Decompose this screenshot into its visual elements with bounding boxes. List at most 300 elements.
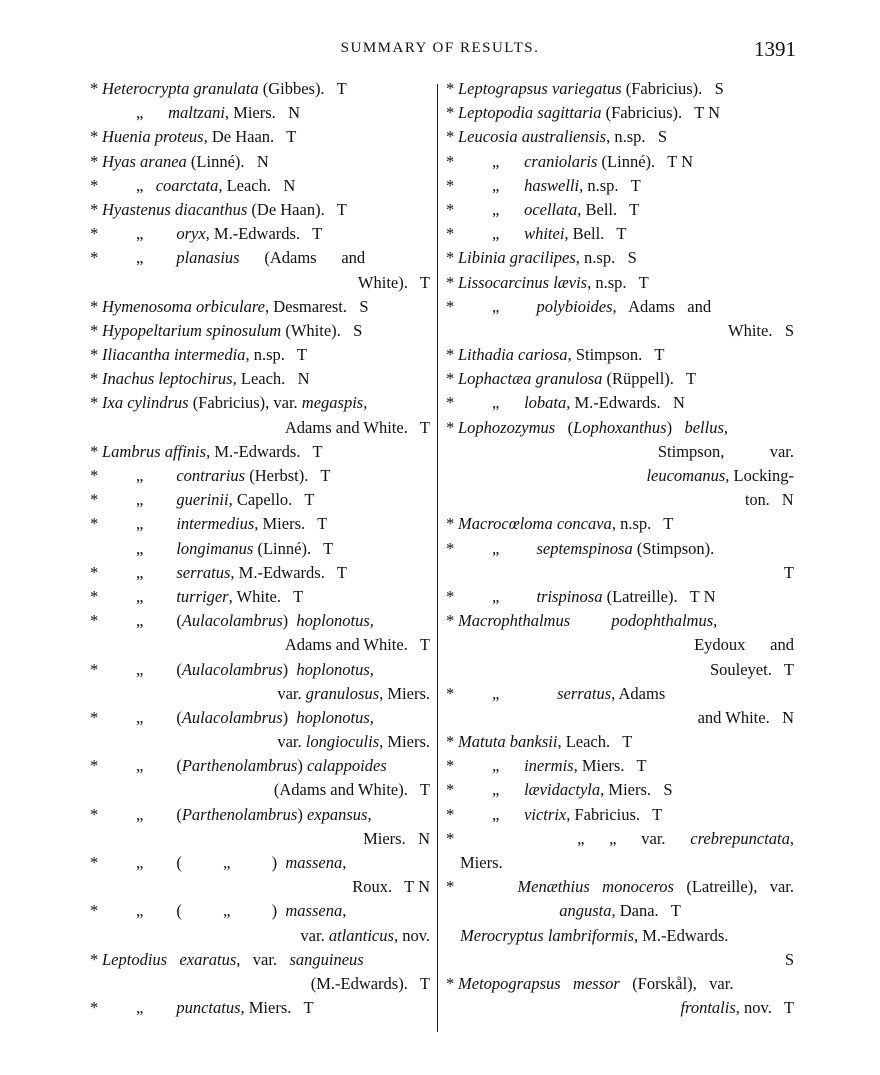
entry-line [446, 996, 794, 1020]
entry-fragment [570, 611, 611, 630]
asterisk-mark: * [90, 441, 99, 461]
entry-fragment: , Fabricius. T [566, 804, 663, 824]
asterisk-mark: * [90, 562, 99, 582]
entry-fragment: „ [492, 199, 525, 219]
entry-fragment: „ ( [136, 707, 182, 727]
italic-name: monoceros [602, 877, 674, 897]
entry-line [446, 271, 794, 295]
asterisk-mark: * [446, 973, 455, 993]
entry-fragment: , n.sp. T [611, 514, 674, 534]
asterisk-mark: * [90, 949, 99, 969]
asterisk-mark: * [90, 345, 99, 365]
entry-text [285, 416, 430, 440]
entry-text [458, 77, 724, 101]
entry-line [446, 319, 794, 343]
entry-fragment: Eydoux and [694, 635, 794, 655]
entry-fragment: , Miers. [379, 732, 430, 752]
entry-fragment: ) [297, 804, 307, 824]
asterisk-mark: * [90, 248, 99, 268]
italic-name: bellus [684, 417, 724, 437]
entry-line [90, 512, 430, 536]
running-header-title: SUMMARY OF RESULTS. [340, 40, 540, 56]
entry-line [90, 319, 430, 343]
entry-fragment: , Stimpson. T [567, 345, 665, 365]
entry-line [90, 367, 430, 391]
entry-fragment: „ [136, 562, 177, 582]
entry-fragment: „ [136, 224, 177, 244]
entry-text [136, 246, 365, 270]
entry-fragment: „ [492, 683, 558, 703]
entry-fragment: , var. [236, 949, 290, 969]
italic-name: Leptopodia sagittaria [458, 103, 602, 123]
entry-line [446, 416, 794, 440]
entry-fragment: Souleyet. T [709, 659, 794, 679]
entry-fragment: White. S [728, 320, 794, 340]
entry-fragment: „ [136, 514, 177, 534]
entry-text [658, 440, 794, 464]
entry-text [136, 706, 374, 730]
entry-text [577, 827, 794, 851]
italic-name: longioculis [305, 732, 380, 752]
entry-fragment: , Capello. T [228, 490, 315, 510]
italic-name: podophthalmus [611, 611, 714, 631]
italic-name: Lophactæa granulosa [458, 369, 603, 389]
entry-fragment: (Linné). T [253, 538, 334, 558]
entry-line [446, 537, 794, 561]
asterisk-mark: * [90, 199, 99, 219]
italic-name: Hypopeltarium spinosulum [102, 320, 282, 340]
asterisk-mark: * [446, 683, 455, 703]
entry-text [136, 222, 322, 246]
asterisk-mark: * [446, 417, 455, 437]
entry-text [102, 295, 369, 319]
asterisk-mark: * [90, 79, 99, 98]
entry-text [136, 609, 374, 633]
italic-name: Macrophthalmus [458, 611, 571, 631]
asterisk-mark: * [90, 127, 99, 147]
italic-name: guerinii [176, 490, 229, 510]
asterisk-mark: * [90, 756, 99, 776]
italic-name: oryx [176, 224, 206, 244]
entry-line [446, 367, 794, 391]
entry-line [446, 512, 794, 536]
asterisk-mark: * [446, 828, 455, 848]
entry-line [90, 827, 430, 851]
entry-text [460, 924, 728, 948]
column-divider [437, 84, 438, 1032]
italic-name: Leucosia australiensis [458, 127, 607, 147]
entry-fragment: , Adams and [612, 296, 712, 316]
entry-fragment: (M.-Edwards). T [310, 973, 430, 993]
entry-line [446, 730, 794, 754]
entry-line [446, 464, 794, 488]
entry-line [446, 222, 794, 246]
entry-line [90, 416, 430, 440]
italic-name: massena [285, 853, 343, 872]
entry-fragment: , Leach. N [218, 175, 296, 195]
asterisk-mark: * [446, 127, 455, 147]
italic-name: crebrepunctata [690, 828, 790, 848]
entry-line [446, 875, 794, 899]
italic-name: granulosus [305, 683, 380, 703]
entry-line [90, 488, 430, 512]
entry-fragment: , M.-Edwards. T [206, 441, 323, 461]
entry-text [458, 246, 637, 270]
entry-text [785, 948, 794, 972]
entry-line [446, 803, 794, 827]
entry-fragment: Adams and White. T [284, 417, 430, 437]
entry-fragment: , Leach. N [232, 369, 310, 389]
entry-fragment: , Locking- [725, 466, 794, 485]
entry-text [136, 512, 327, 536]
italic-name: Lissocarcinus lævis [458, 272, 588, 292]
entry-fragment: (Forskål), var. [619, 973, 734, 993]
entry-fragment: , [723, 417, 728, 437]
entry-line [90, 246, 430, 270]
italic-name: Ixa cylindrus [102, 393, 189, 413]
entry-fragment: (Fabricius), var. [188, 393, 302, 413]
entry-line [90, 222, 430, 246]
entry-fragment: Miers. [460, 853, 503, 872]
entry-line [90, 101, 430, 125]
entry-fragment: , nov. [393, 925, 430, 945]
entry-fragment: , [369, 611, 374, 631]
asterisk-mark: * [446, 586, 455, 606]
entry-text [458, 730, 632, 754]
entry-fragment: „ [136, 998, 177, 1018]
entry-line [90, 803, 430, 827]
entry-line [90, 561, 430, 585]
entry-text [458, 125, 667, 149]
entry-fragment: , Miers. T [240, 998, 314, 1018]
asterisk-mark: * [446, 151, 455, 171]
entry-text [136, 464, 330, 488]
entry-line [446, 246, 794, 270]
italic-name: expansus [306, 804, 368, 824]
asterisk-mark: * [90, 296, 99, 316]
entry-fragment: , nov. T [735, 998, 794, 1018]
entry-text [492, 391, 685, 415]
entry-line [90, 125, 430, 149]
entry-line [446, 948, 794, 972]
asterisk-mark: * [90, 514, 99, 534]
italic-name: lobata [524, 393, 567, 413]
entry-line [446, 440, 794, 464]
italic-name: Parthenolambrus [181, 756, 298, 776]
entry-line [90, 537, 430, 561]
italic-name: Leptodius [102, 949, 168, 969]
entry-text [136, 174, 295, 198]
entry-line [446, 488, 794, 512]
asterisk-mark: * [90, 369, 99, 389]
entry-text [492, 585, 716, 609]
entry-fragment: „ ( „ ) [136, 901, 286, 921]
entry-line [90, 875, 430, 899]
entry-fragment: , Leach. T [557, 732, 633, 752]
entry-fragment: „ [136, 538, 177, 558]
entry-line [446, 198, 794, 222]
entry-line [90, 924, 430, 948]
italic-name: Heterocrypta granulata [102, 79, 259, 98]
italic-name: angusta [559, 901, 612, 921]
entry-fragment: , M.-Edwards. T [205, 224, 323, 244]
entry-fragment: „ ( [136, 611, 182, 631]
entry-fragment: , M.-Edwards. N [566, 393, 685, 413]
entry-fragment: „ [492, 393, 525, 413]
asterisk-mark: * [90, 393, 99, 413]
italic-name: massena [285, 901, 343, 921]
entry-text [102, 391, 367, 415]
entry-fragment: Adams and White. T [284, 635, 430, 655]
italic-name: atlanticus [328, 925, 394, 945]
entry-fragment: var. [277, 683, 306, 703]
asterisk-mark: * [446, 296, 455, 316]
entry-line [90, 464, 430, 488]
entry-text [492, 222, 626, 246]
entry-line [446, 924, 794, 948]
entry-line [446, 343, 794, 367]
entry-fragment: , Miers. S [600, 780, 673, 800]
entry-line [90, 295, 430, 319]
entry-line [446, 682, 794, 706]
entry-line [90, 948, 430, 972]
italic-name: Merocryptus lambriformis [460, 925, 635, 945]
italic-name: Parthenolambrus [181, 804, 298, 824]
asterisk-mark: * [446, 514, 455, 534]
asterisk-mark: * [446, 756, 455, 776]
italic-name: maltzani [168, 103, 225, 123]
asterisk-mark: * [90, 901, 99, 921]
italic-name: victrix [524, 804, 567, 824]
entry-fragment: „ [136, 466, 177, 485]
italic-name: Hyastenus diacanthus [102, 199, 248, 219]
entry-fragment: „ [136, 103, 169, 123]
entry-text [277, 682, 430, 706]
entry-fragment: , n.sp. T [587, 272, 649, 292]
italic-name: Metopograpsus [458, 973, 561, 993]
italic-name: Lophoxanthus [573, 417, 667, 437]
entry-text [492, 778, 673, 802]
italic-name: Huenia proteus [102, 127, 204, 147]
entry-line [90, 198, 430, 222]
entry-text [352, 875, 430, 899]
entry-text [492, 174, 641, 198]
entry-fragment: (Fabricius). T N [601, 103, 721, 123]
italic-name: serratus [557, 683, 612, 703]
entry-fragment: , Adams [611, 683, 666, 703]
entry-line [90, 440, 430, 464]
entry-line [446, 633, 794, 657]
entry-line [446, 77, 794, 101]
entry-text [492, 682, 665, 706]
italic-name: whitei [524, 224, 565, 244]
entry-fragment: „ [492, 780, 525, 800]
entry-text [285, 633, 430, 657]
italic-name: frontalis [680, 998, 736, 1018]
entry-text [492, 295, 711, 319]
entry-line [90, 972, 430, 996]
italic-name: Libinia gracilipes [458, 248, 576, 268]
entry-line [446, 585, 794, 609]
entry-fragment: , De Haan. T [203, 127, 297, 147]
entry-line [446, 391, 794, 415]
entry-text [102, 77, 347, 101]
italic-name: Matuta banksii [458, 732, 558, 752]
asterisk-mark: * [446, 248, 455, 268]
asterisk-mark: * [446, 804, 455, 824]
entry-text [136, 754, 387, 778]
entry-text [102, 319, 362, 343]
entry-text [680, 996, 794, 1020]
entry-line [90, 730, 430, 754]
entry-fragment: (Adams and White). T [273, 780, 430, 800]
italic-name: calappoides [306, 756, 387, 776]
italic-name: longimanus [176, 538, 254, 558]
italic-name: hoplonotus [296, 707, 370, 727]
entry-fragment: „ [136, 586, 177, 606]
entry-text [698, 706, 794, 730]
entry-text [274, 778, 430, 802]
entry-line [90, 706, 430, 730]
italic-name: ocellata [524, 199, 578, 219]
entry-line [446, 754, 794, 778]
entry-fragment: ) [282, 659, 297, 679]
italic-name: lævidactyla [524, 780, 601, 800]
entry-fragment: , Desmarest. S [265, 296, 369, 316]
entry-line [90, 343, 430, 367]
entry-fragment: (White). S [281, 320, 363, 340]
entry-fragment: , n.sp. T [579, 175, 641, 195]
entry-fragment: , [369, 659, 374, 679]
entry-fragment: , [713, 611, 718, 631]
page-number: 1391 [754, 37, 796, 61]
entry-fragment: „ [492, 224, 525, 244]
entry-fragment: , Miers. T [573, 756, 647, 776]
entry-fragment: (Latreille), var. [673, 877, 794, 897]
entry-fragment: (De Haan). T [247, 199, 347, 219]
entry-fragment [590, 877, 602, 896]
entry-fragment: „ ( [136, 804, 182, 824]
entry-line [446, 972, 794, 996]
entry-text [458, 101, 720, 125]
entry-line [90, 633, 430, 657]
italic-name: turriger [176, 586, 229, 606]
italic-name: messor [573, 973, 620, 993]
italic-name: megaspis [301, 393, 364, 413]
entry-text [102, 343, 307, 367]
asterisk-mark: * [90, 586, 99, 606]
entry-fragment: , n.sp. S [606, 127, 668, 147]
italic-name: Aulacolambrus [181, 611, 283, 631]
entry-text [102, 948, 364, 972]
entry-line [446, 658, 794, 682]
asterisk-mark: * [446, 369, 455, 389]
asterisk-mark: * [90, 659, 99, 679]
entry-text [745, 488, 794, 512]
asterisk-mark: * [90, 175, 99, 195]
entry-fragment: var. [300, 925, 329, 945]
entry-text [102, 150, 269, 174]
right-column [446, 77, 794, 1020]
entry-fragment: (Fabricius). S [621, 79, 724, 98]
italic-name: Aulacolambrus [181, 659, 283, 679]
italic-name: planasius [176, 248, 240, 268]
entry-line [90, 851, 430, 875]
asterisk-mark: * [90, 707, 99, 727]
entry-text [136, 851, 346, 875]
entry-line [90, 585, 430, 609]
entry-fragment: ) [666, 417, 685, 437]
entry-text [136, 561, 347, 585]
entry-line [446, 174, 794, 198]
entry-line [90, 778, 430, 802]
entry-text [646, 464, 794, 488]
entry-fragment: „ [492, 151, 525, 171]
entry-fragment: , n.sp. T [245, 345, 308, 365]
entry-text [136, 996, 314, 1020]
entry-fragment: „ [136, 248, 177, 268]
entry-line [446, 561, 794, 585]
entry-fragment [561, 974, 573, 993]
entry-text [492, 150, 693, 174]
entry-fragment: , [363, 393, 368, 413]
entry-text [277, 730, 430, 754]
asterisk-mark: * [446, 272, 455, 292]
entry-line [90, 899, 430, 923]
entry-line [446, 295, 794, 319]
entry-fragment: „ [492, 586, 537, 606]
entry-line [446, 101, 794, 125]
entry-text [102, 198, 347, 222]
italic-name: Lambrus affinis [102, 441, 207, 461]
entry-fragment: White). T [357, 272, 430, 292]
entry-text [784, 561, 794, 585]
asterisk-mark: * [90, 611, 99, 631]
entry-fragment: „ ( „ ) [136, 853, 286, 872]
entry-text [102, 125, 296, 149]
italic-name: coarctata [155, 175, 219, 195]
italic-name: polybioides [536, 296, 613, 316]
entry-line [446, 150, 794, 174]
entry-line [446, 125, 794, 149]
entry-line [446, 899, 794, 923]
italic-name: Lithadia cariosa [458, 345, 568, 365]
asterisk-mark: * [446, 393, 455, 413]
entry-line [446, 851, 794, 875]
asterisk-mark: * [90, 853, 99, 872]
entry-line [90, 754, 430, 778]
entry-text [102, 367, 310, 391]
entry-fragment: (Adams and [239, 248, 366, 268]
italic-name: intermedius [176, 514, 255, 534]
entry-text [728, 319, 794, 343]
entry-text [492, 537, 714, 561]
asterisk-mark: * [90, 224, 99, 244]
entry-fragment: , [369, 707, 374, 727]
asterisk-mark: * [446, 175, 455, 195]
entry-text [458, 271, 649, 295]
entry-line [446, 827, 794, 851]
left-column [90, 77, 430, 1020]
italic-name: punctatus [176, 998, 241, 1018]
entry-fragment: , M.-Edwards. [634, 925, 729, 945]
entry-fragment: T [783, 562, 794, 582]
entry-fragment: (Herbst). T [245, 466, 331, 485]
entry-line [90, 609, 430, 633]
entry-text [136, 803, 372, 827]
entry-fragment: (Stimpson). [632, 538, 715, 558]
asterisk-mark: * [446, 224, 455, 244]
